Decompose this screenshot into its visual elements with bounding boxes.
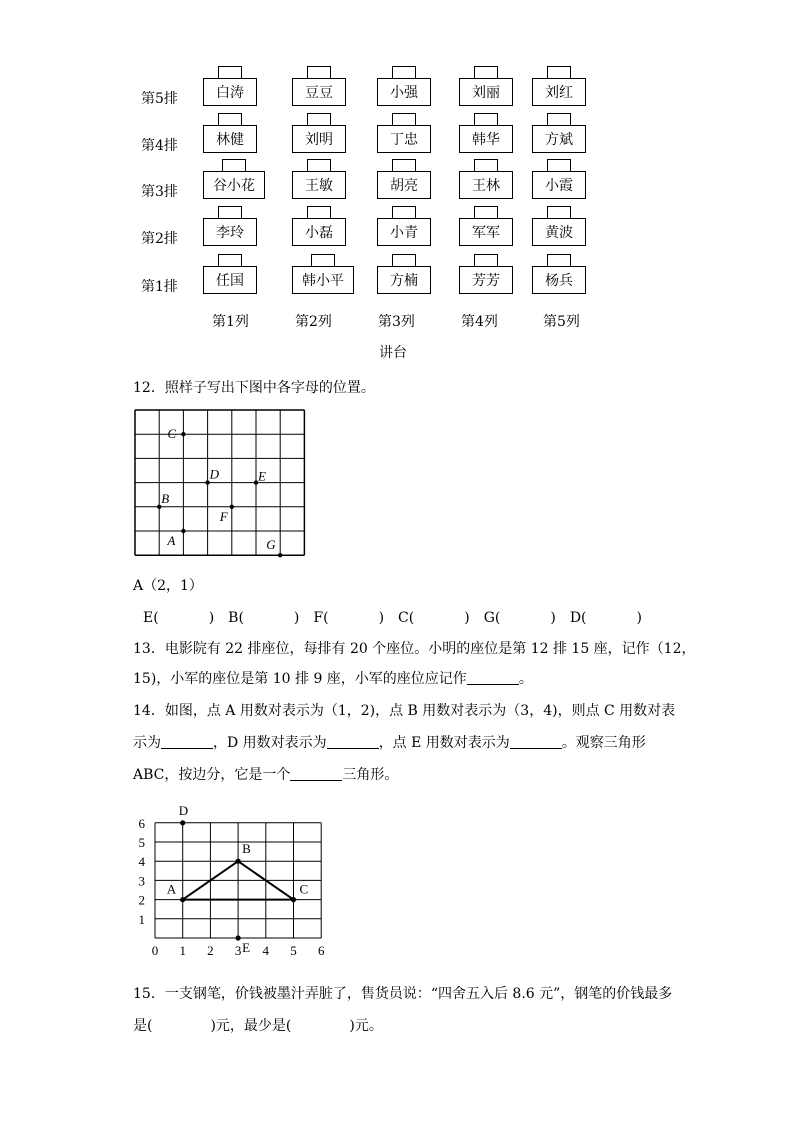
seat-name: 韩华 (459, 125, 513, 153)
seat (203, 159, 257, 199)
seat-name: 刘明 (292, 125, 346, 153)
q15-line2 (133, 1016, 383, 1036)
q12-title: 12．照样子写出下图中各字母的位置。 (133, 380, 375, 396)
point-G (278, 553, 282, 557)
y-tick-label: 2 (138, 892, 145, 908)
point-C (181, 432, 185, 436)
seat-name: 韩小平 (292, 266, 354, 294)
seat-name: 王林 (459, 171, 513, 199)
q12-answer-1[interactable]: B( ) (228, 610, 300, 626)
point-label-B: B (161, 490, 170, 506)
q12-answers (143, 608, 656, 628)
seat (203, 206, 257, 246)
q14-coordinate-grid (136, 800, 336, 960)
seat (459, 66, 513, 106)
seat-name: 任国 (203, 266, 257, 294)
row-label: 第3排 (141, 184, 178, 200)
seat (532, 113, 586, 153)
seat-name: 方楠 (377, 266, 431, 294)
q14-text-a: 示为 (133, 735, 161, 751)
seat (532, 206, 586, 246)
seat-name: 小霞 (532, 171, 586, 199)
seat (203, 66, 257, 106)
x-tick-label: 6 (317, 943, 325, 958)
seat (532, 66, 586, 106)
q12-answer-4[interactable]: G( ) (483, 610, 556, 626)
q13-answer-blank[interactable] (467, 670, 519, 685)
q12-answer-3[interactable]: C( ) (398, 610, 470, 626)
seat (292, 206, 346, 246)
q14-text-e: ABC，按边分，它是一个 (133, 767, 291, 783)
q12-grid (130, 408, 310, 568)
seat (459, 254, 513, 294)
point-label-B: B (242, 841, 251, 857)
seat (292, 113, 346, 153)
q13-line1: 13．电影院有 22 排座位，每排有 20 个座位。小明的座位是第 12 排 15 座，记作（12， (133, 641, 696, 657)
point-label-A: A (167, 533, 176, 548)
q14-text-f: 三角形。 (342, 767, 399, 783)
seat-name: 丁忠 (377, 125, 431, 153)
seat-name: 谷小花 (203, 171, 265, 199)
seat (377, 254, 431, 294)
point-D (180, 820, 185, 825)
point-C (291, 897, 296, 902)
seat (377, 159, 431, 199)
point-label-D: D (209, 466, 219, 482)
q13-text-b: 。 (518, 671, 533, 687)
q14-line3 (133, 765, 398, 785)
seat-name: 白涛 (203, 78, 257, 106)
seat (292, 254, 346, 294)
q12-answer-2[interactable]: F( ) (313, 610, 385, 626)
x-tick-label: 3 (234, 943, 242, 958)
point-E (236, 935, 241, 940)
row-label: 第4排 (141, 138, 178, 154)
q15-text-b: )元，最少是( (210, 1018, 292, 1034)
seat-name: 小青 (377, 218, 431, 246)
q13-text-a: 15)，小军的座位是第 10 排 9 座，小军的座位应记作 (133, 671, 467, 687)
q14-line1: 14．如图，点 A 用数对表示为（1，2)，点 B 用数对表示为（3，4)，则点 C 用数对表 (133, 703, 676, 719)
row-label: 第2排 (141, 231, 178, 247)
point-label-G: G (266, 537, 276, 553)
seat-name: 方斌 (532, 125, 586, 153)
point-A (180, 897, 185, 902)
seat-name: 李玲 (203, 218, 257, 246)
x-tick-label: 2 (207, 943, 214, 958)
seat-name: 王敏 (292, 171, 346, 199)
seat (377, 113, 431, 153)
q14-blank-c[interactable] (161, 734, 213, 749)
y-tick-label: 3 (138, 873, 145, 889)
y-tick-label: 5 (138, 835, 145, 850)
row-label: 第1排 (141, 279, 178, 295)
q15-text-a: 是( (133, 1018, 153, 1034)
seat-name: 军军 (459, 218, 513, 246)
q15-line1: 15．一支钢笔，价钱被墨汁弄脏了，售货员说：“四舍五入后 8.6 元”，钢笔的价钱最多 (133, 986, 673, 1002)
q13-line2 (133, 669, 533, 689)
seat-name: 胡亮 (377, 171, 431, 199)
seat-name: 芳芳 (459, 266, 513, 294)
seat-name: 豆豆 (292, 78, 346, 106)
q14-text-b: ，D 用数对表示为 (213, 735, 327, 751)
q12-answer-5[interactable]: D( ) (569, 610, 642, 626)
seat (459, 159, 513, 199)
seat (459, 113, 513, 153)
column-label: 第5列 (543, 314, 580, 330)
seat-name: 黄波 (532, 218, 586, 246)
point-label-D: D (178, 802, 189, 818)
y-tick-label: 6 (138, 815, 145, 831)
podium-label: 讲台 (379, 345, 407, 361)
x-tick-label: 5 (290, 943, 297, 958)
seat-name: 刘红 (532, 78, 586, 106)
seat (459, 206, 513, 246)
y-tick-label: 1 (138, 911, 145, 927)
seat (203, 113, 257, 153)
row-label: 第5排 (141, 91, 178, 107)
point-label-A: A (166, 881, 177, 897)
x-tick-label: 0 (151, 943, 159, 958)
seat (377, 206, 431, 246)
seat (532, 254, 586, 294)
seat-name: 刘丽 (459, 78, 513, 106)
seat (377, 66, 431, 106)
q12-example: A（2，1） (133, 578, 203, 594)
x-tick-label: 1 (179, 943, 186, 958)
column-label: 第3列 (378, 314, 415, 330)
point-F (230, 505, 234, 509)
column-label: 第1列 (212, 314, 249, 330)
q12-answer-0[interactable]: E( ) (143, 610, 215, 626)
point-A (181, 529, 185, 533)
q14-line2 (133, 733, 646, 753)
x-tick-label: 4 (262, 943, 270, 958)
y-tick-label: 4 (138, 854, 145, 870)
point-label-E: E (242, 940, 251, 955)
seat (292, 159, 346, 199)
seat-name: 小磊 (292, 218, 346, 246)
seat (292, 66, 346, 106)
seat-name: 杨兵 (532, 266, 586, 294)
q14-blank-d[interactable] (327, 734, 379, 749)
seat-name: 林健 (203, 125, 257, 153)
point-label-F: F (219, 508, 228, 524)
q14-text-d: 。观察三角形 (561, 735, 646, 751)
column-label: 第2列 (295, 314, 332, 330)
q15-text-c: )元。 (349, 1018, 383, 1034)
point-label-E: E (258, 468, 266, 484)
q14-blank-type[interactable] (290, 766, 342, 781)
point-B (236, 859, 241, 864)
seat (532, 159, 586, 199)
seat (203, 254, 257, 294)
point-label-C: C (299, 881, 309, 897)
seat-name: 小强 (377, 78, 431, 106)
column-label: 第4列 (461, 314, 498, 330)
q14-blank-e[interactable] (510, 734, 562, 749)
point-label-C: C (167, 426, 177, 442)
q14-text-c: ，点 E 用数对表示为 (378, 735, 510, 751)
